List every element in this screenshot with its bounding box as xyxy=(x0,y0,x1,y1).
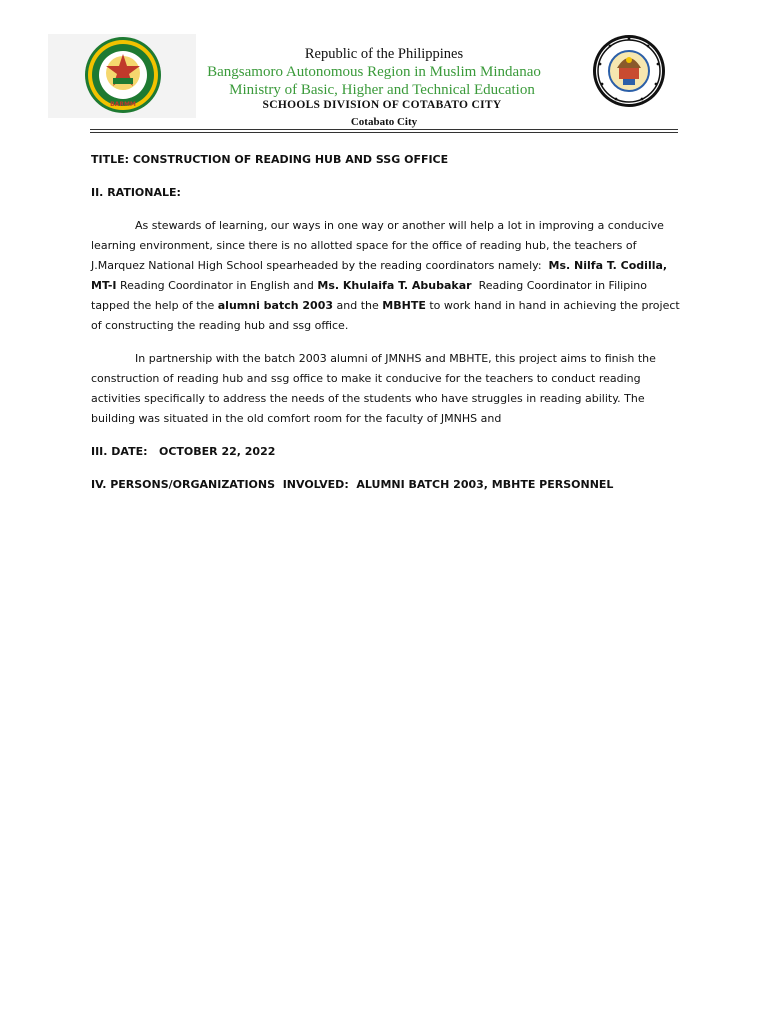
p1-alumni-batch: alumni batch 2003 xyxy=(217,299,334,312)
republic-line: Republic of the Philippines xyxy=(304,46,464,62)
p1-name-codilla: Ms. Nilfa T. Codilla, MT-I xyxy=(91,259,668,292)
region-line: Bangsamoro Autonomous Region in Muslim Mindanao xyxy=(207,64,541,80)
letterhead xyxy=(0,0,768,135)
division-line: SCHOOLS DIVISION OF COTABATO CITY xyxy=(262,99,502,111)
p1-text-c: Reading Coordinator in English and xyxy=(120,279,314,292)
document-title: TITLE: CONSTRUCTION OF READING HUB AND SSG OFFICE xyxy=(91,153,449,166)
p1-text-e: Reading Coordinator in Filipino tapped the help of the xyxy=(91,279,647,312)
p1-text-g: and the xyxy=(336,299,379,312)
persons-line: IV. PERSONS/ORGANIZATIONS INVOLVED: ALUMNI BATCH 2003, MBHTE PERSONNEL xyxy=(91,478,614,491)
school-seal-icon xyxy=(592,34,666,108)
p1-mbhte: MBHTE xyxy=(382,299,426,312)
p1-name-abubakar: Ms. Khulaifa T. Abubakar xyxy=(317,279,472,292)
date-line: III. DATE: OCTOBER 22, 2022 xyxy=(91,445,276,458)
document-body xyxy=(91,150,681,495)
rationale-paragraph-2 xyxy=(91,349,681,429)
p1-text-a: As stewards of learning, our ways in one way or another will help a lot in improving a conducive learning environment, since there is no allotted space for the office of reading hub, the teachers of J.Marquez National High School spearheaded by the reading coordinators namely: xyxy=(91,219,664,272)
header-divider-bottom xyxy=(90,132,678,133)
rationale-paragraph-1 xyxy=(91,216,681,336)
ministry-line: Ministry of Basic, Higher and Technical Education xyxy=(229,82,535,98)
p2-text: In partnership with the batch 2003 alumni of JMNHS and MBHTE, this project aims to finish the construction of reading hub and ssg office to make it conducive for the teachers to conduct reading activities specifically to address the needs of the students who have struggles in reading ability. The building was situated in the old comfort room for the faculty of JMNHS and xyxy=(91,352,656,425)
p1-text-i: to work hand in hand in achieving the project of constructing the reading hub and ssg office. xyxy=(91,299,680,332)
header-divider-top xyxy=(90,129,678,130)
rationale-heading: II. RATIONALE: xyxy=(91,186,181,199)
city-line: Cotabato City xyxy=(350,116,418,128)
barmm-seal-label: BARMM xyxy=(110,101,136,108)
